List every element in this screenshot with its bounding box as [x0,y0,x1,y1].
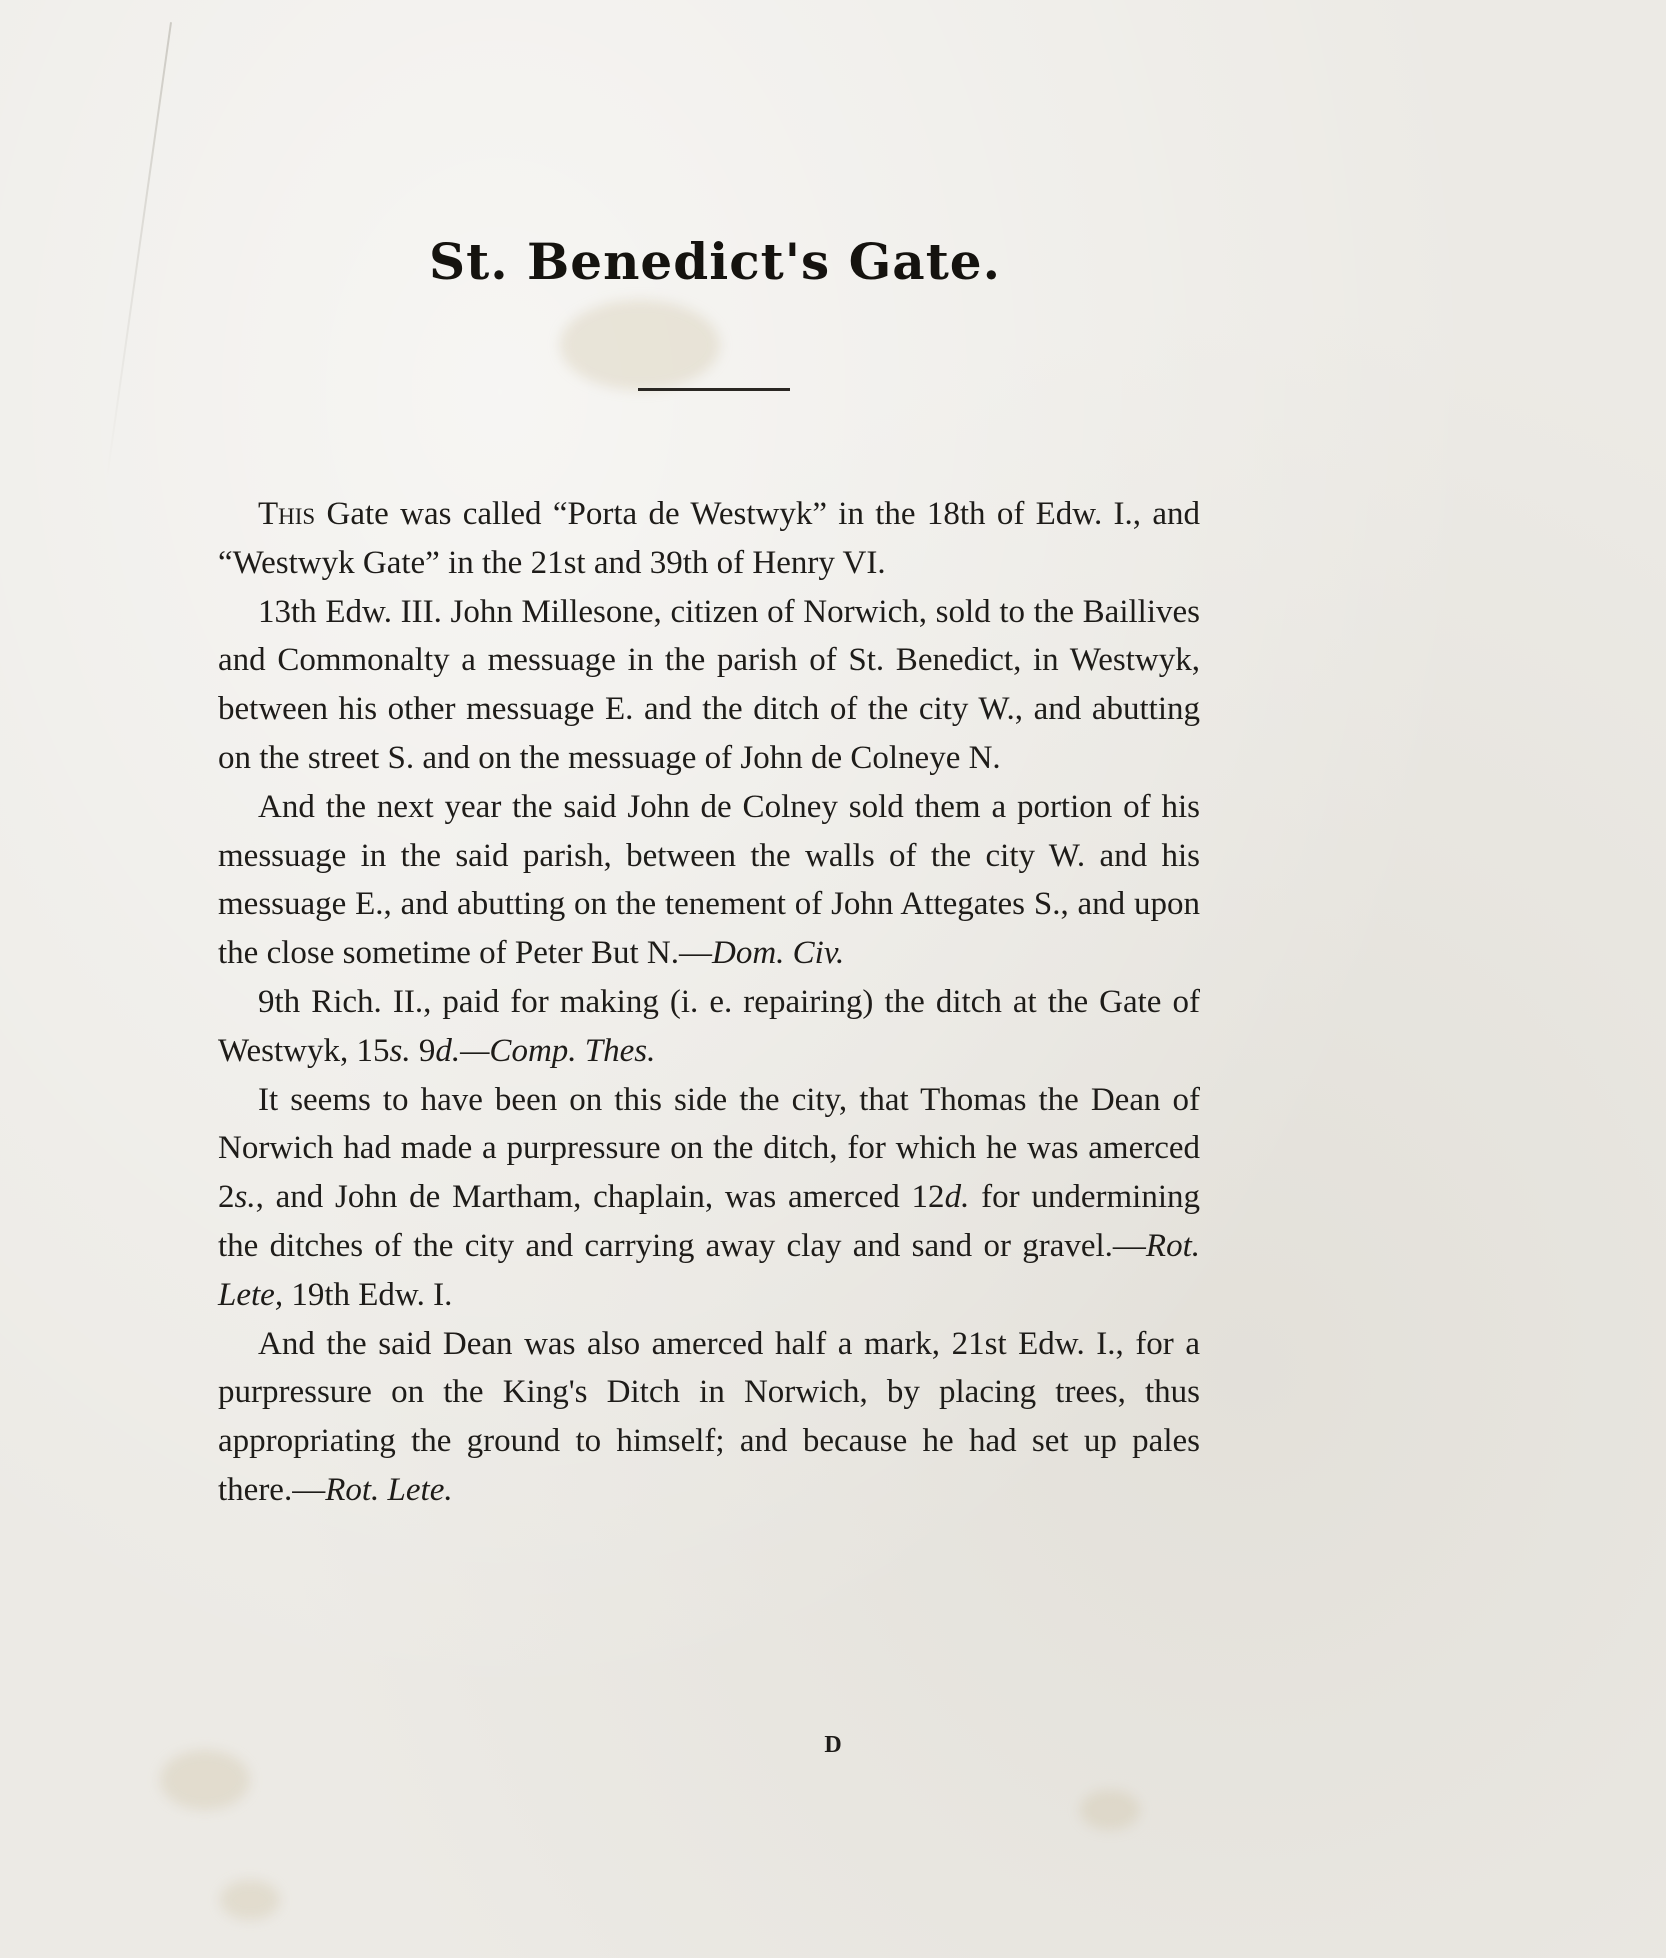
paper-stain [560,300,720,390]
paragraph-text: 9th Rich. II., paid for making (i. e. repairing) the ditch at the Gate of Westwyk, 15 [218,983,1200,1069]
paragraph-text: , and John de Martham, chaplain, was amerced 12 [255,1179,945,1216]
paper-stain [220,1880,280,1920]
paragraph [218,1320,1200,1515]
citation: Rot. Lete. [325,1471,453,1508]
paragraph-text: And the said Dean was also amerced half a mark, 21st Edw. I., for a purpressure on the King's Ditch in Norwich, by placing trees, thus appropriating the ground to himself; and because he had set up pales there.— [218,1325,1200,1508]
paragraph-lead-word: This [258,496,316,532]
signature-mark: D [824,1732,842,1758]
title-rule [638,388,790,391]
paragraph [218,588,1200,783]
paragraph-text: And the next year the said John de Colney sold them a portion of his messuage in the said parish, between the walls of the city W. and his messuage E., and abutting on the tenement of John Attegates S., and upon the close sometime of Peter But N.— [218,788,1200,972]
paragraph-text: 9 [410,1032,436,1069]
citation: Rot. Lete, [218,1227,1200,1313]
paragraph-text: Gate was called “Porta de Westwyk” in the 18th of Edw. I., and “Westwyk Gate” in the 21st and 39th of Henry VI. [218,496,1200,581]
paragraph-text: for undermining the ditches of the city and carrying away clay and sand or gravel.— [218,1179,1200,1264]
shilling-abbrev: s. [389,1032,411,1069]
paragraph [218,490,1200,588]
pence-abbrev: d. [944,1179,970,1216]
body-text [218,490,1200,1515]
paper-stain [160,1750,250,1810]
citation: Dom. Civ. [712,935,845,972]
shilling-abbrev: s. [234,1179,256,1216]
page-title: St. Benedict's Gate. [428,232,1002,291]
pence-abbrev: d. [435,1032,461,1069]
paragraph [218,978,1200,1076]
paper-stain [1080,1790,1140,1830]
paragraph [218,783,1200,978]
paragraph-text: 13th Edw. III. John Millesone, citizen of Norwich, sold to the Baillives and Commonalty a messuage in the parish of St. Benedict, in Westwyk, between his other messuage E. and the ditch of the city W., and abutting on the street S. and on the messuage of John de Colneye N. [218,593,1200,776]
paragraph [218,1076,1200,1320]
citation: —Comp. Thes. [460,1032,656,1069]
paragraph-text: It seems to have been on this side the city, that Thomas the Dean of Norwich had made a purpressure on the ditch, for which he was amerced 2 [218,1081,1200,1216]
paragraph-text: 19th Edw. I. [283,1276,453,1313]
